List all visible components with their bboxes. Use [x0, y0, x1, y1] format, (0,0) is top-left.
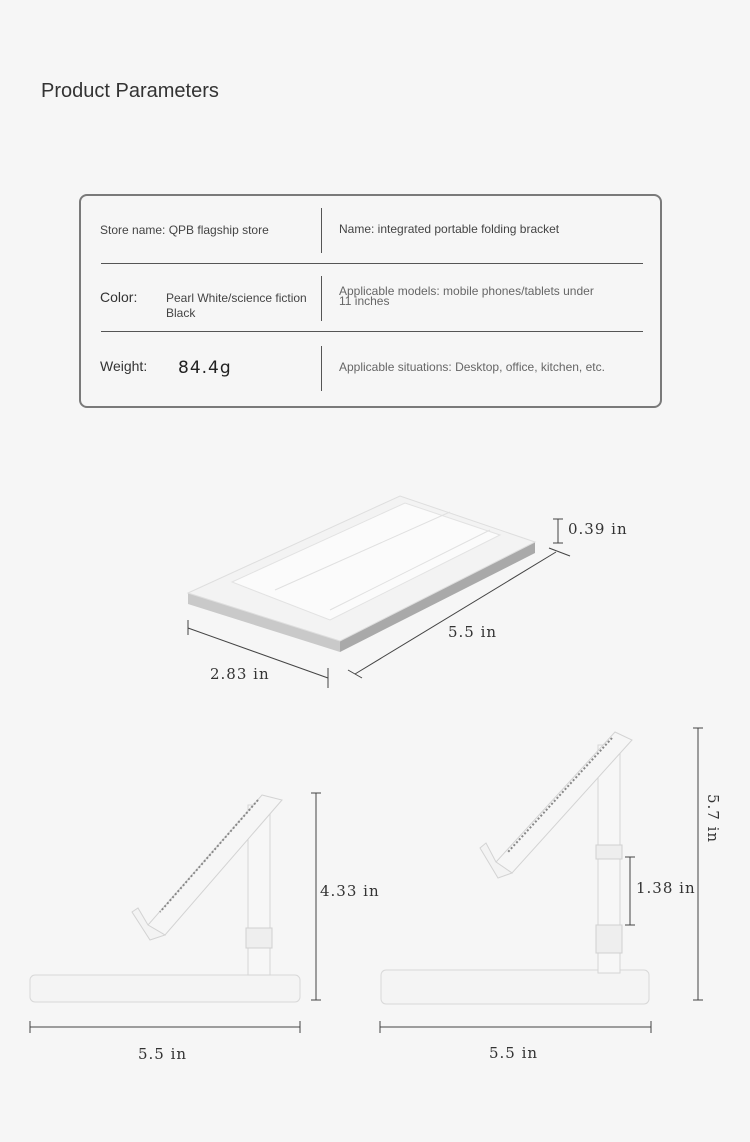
models-line1: Applicable models: mobile phones/tablets under: [339, 284, 594, 298]
flat-width-label: 2.83 in: [210, 665, 270, 683]
page-title: Product Parameters: [41, 80, 219, 102]
models-line2: 11 inches: [339, 294, 390, 308]
low-height-label: 4.33 in: [320, 882, 380, 900]
stand-high-position-image: [381, 732, 649, 1004]
high-base-label: 5.5 in: [489, 1044, 539, 1062]
weight-value: 84.4g: [178, 358, 232, 378]
weight-label: Weight:: [100, 358, 148, 374]
product-name: Name: integrated portable folding bracket: [339, 222, 560, 236]
stand-low-position-image: [30, 795, 300, 1002]
color-value-line2: Black: [166, 306, 196, 320]
thickness-label: 0.39 in: [568, 520, 628, 538]
applicable-situations: Applicable situations: Desktop, office, kitchen, etc.: [339, 360, 605, 374]
store-name: Store name: QPB flagship store: [100, 223, 269, 237]
low-base-label: 5.5 in: [138, 1045, 188, 1063]
color-label: Color:: [100, 289, 138, 305]
high-extension-label: 1.38 in: [636, 879, 696, 897]
high-height-label: 5.7 in: [704, 794, 722, 844]
flat-length-label: 5.5 in: [448, 623, 498, 641]
color-value-line1: Pearl White/science fiction: [166, 291, 307, 305]
